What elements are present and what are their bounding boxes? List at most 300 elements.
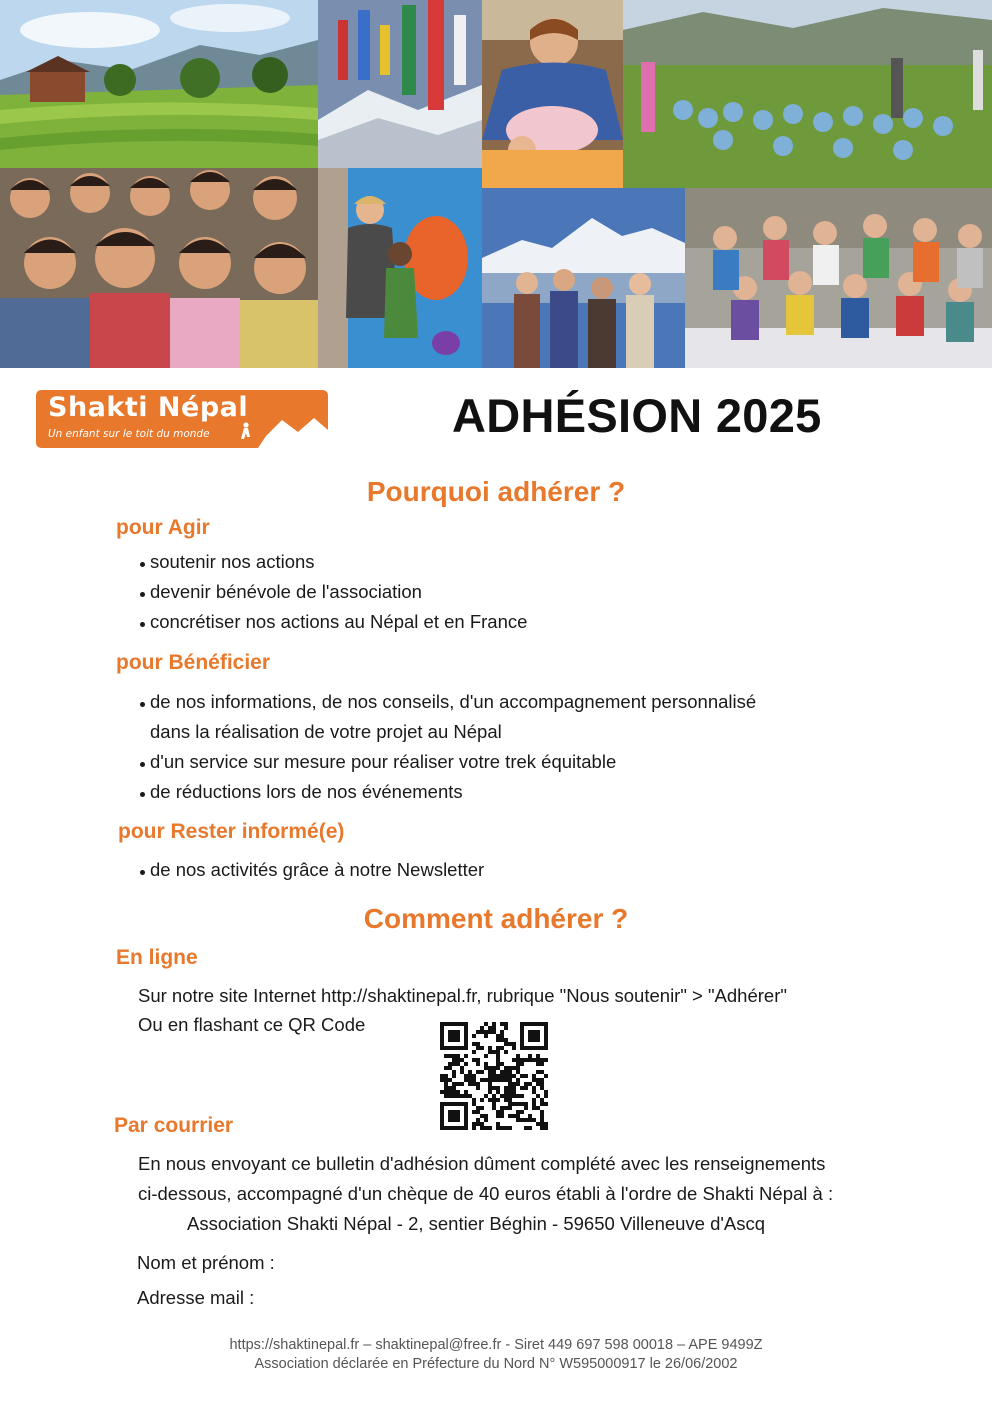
mail-heading: Par courrier	[114, 1114, 234, 1137]
qr-module	[512, 1066, 516, 1070]
qr-module	[480, 1046, 484, 1050]
qr-module	[476, 1046, 480, 1050]
qr-module	[512, 1082, 516, 1086]
qr-module	[488, 1098, 492, 1102]
qr-module	[544, 1038, 548, 1042]
bullet-icon	[140, 592, 145, 597]
qr-module	[444, 1086, 448, 1090]
qr-module	[516, 1082, 520, 1086]
qr-module	[444, 1022, 448, 1026]
qr-module	[500, 1038, 504, 1042]
qr-module	[540, 1046, 544, 1050]
qr-module	[532, 1090, 536, 1094]
qr-module	[500, 1022, 504, 1026]
qr-module	[504, 1078, 508, 1082]
qr-module	[528, 1126, 532, 1130]
group-heading-beneficier: pour Bénéficier	[116, 651, 271, 674]
qr-module	[500, 1034, 504, 1038]
qr-module	[520, 1062, 524, 1066]
qr-module	[456, 1126, 460, 1130]
qr-module	[540, 1126, 544, 1130]
qr-module	[540, 1070, 544, 1074]
qr-module	[456, 1058, 460, 1062]
qr-module	[476, 1082, 480, 1086]
qr-module	[532, 1022, 536, 1026]
qr-module	[452, 1082, 456, 1086]
qr-module	[488, 1026, 492, 1030]
qr-module	[452, 1074, 456, 1078]
qr-module	[460, 1070, 464, 1074]
qr-module	[520, 1110, 524, 1114]
qr-module	[460, 1022, 464, 1026]
qr-module	[544, 1026, 548, 1030]
qr-module	[480, 1126, 484, 1130]
qr-module	[456, 1110, 460, 1114]
qr-module	[496, 1058, 500, 1062]
list-item: soutenir nos actions	[150, 551, 315, 572]
qr-module	[520, 1094, 524, 1098]
qr-module	[504, 1026, 508, 1030]
bullet-icon	[140, 562, 145, 567]
qr-module	[488, 1082, 492, 1086]
qr-module	[492, 1066, 496, 1070]
qr-module	[452, 1094, 456, 1098]
qr-module	[452, 1062, 456, 1066]
qr-module	[496, 1074, 500, 1078]
online-text: Sur notre site Internet http://shaktinepal.fr, rubrique "Nous soutenir" > "Adhérer"	[138, 985, 787, 1006]
qr-module	[500, 1046, 504, 1050]
qr-module	[472, 1074, 476, 1078]
photo-nurse-baby	[482, 0, 623, 188]
qr-module	[460, 1066, 464, 1070]
qr-module	[536, 1078, 540, 1082]
qr-module	[476, 1086, 480, 1090]
qr-module	[512, 1090, 516, 1094]
qr-module	[448, 1114, 452, 1118]
qr-module	[456, 1062, 460, 1066]
qr-module	[456, 1114, 460, 1118]
qr-code[interactable]	[440, 1022, 548, 1130]
qr-module	[452, 1086, 456, 1090]
qr-module	[440, 1026, 444, 1030]
qr-module	[524, 1118, 528, 1122]
qr-module	[452, 1118, 456, 1122]
qr-module	[492, 1098, 496, 1102]
qr-module	[440, 1074, 444, 1078]
how-title: Comment adhérer ?	[363, 903, 629, 934]
qr-module	[536, 1106, 540, 1110]
qr-module	[444, 1046, 448, 1050]
qr-module	[496, 1054, 500, 1058]
list-item: de réductions lors de nos événements	[150, 781, 463, 802]
qr-module	[524, 1046, 528, 1050]
qr-module	[472, 1042, 476, 1046]
qr-module	[452, 1102, 456, 1106]
shakti-nepal-logo	[36, 390, 328, 448]
qr-text: Ou en flashant ce QR Code	[138, 1014, 366, 1035]
qr-module	[488, 1050, 492, 1054]
qr-module	[516, 1078, 520, 1082]
qr-module	[516, 1066, 520, 1070]
list-item: de nos activités grâce à notre Newsletter	[150, 859, 485, 880]
qr-module	[500, 1114, 504, 1118]
bullet-icon	[140, 870, 145, 875]
qr-module	[484, 1054, 488, 1058]
qr-module	[516, 1070, 520, 1074]
qr-module	[544, 1030, 548, 1034]
qr-module	[464, 1094, 468, 1098]
qr-module	[472, 1098, 476, 1102]
qr-module	[500, 1094, 504, 1098]
qr-module	[492, 1078, 496, 1082]
qr-module	[440, 1038, 444, 1042]
qr-module	[464, 1114, 468, 1118]
qr-module	[520, 1042, 524, 1046]
qr-module	[444, 1078, 448, 1082]
qr-module	[484, 1022, 488, 1026]
qr-module	[452, 1054, 456, 1058]
qr-module	[512, 1074, 516, 1078]
qr-module	[500, 1062, 504, 1066]
email-field-label: Adresse mail :	[137, 1287, 255, 1308]
qr-module	[496, 1038, 500, 1042]
qr-module	[488, 1086, 492, 1090]
qr-module	[440, 1030, 444, 1034]
qr-module	[540, 1114, 544, 1118]
qr-module	[496, 1110, 500, 1114]
qr-module	[504, 1074, 508, 1078]
qr-module	[476, 1118, 480, 1122]
qr-module	[496, 1066, 500, 1070]
qr-module	[536, 1094, 540, 1098]
qr-module	[508, 1094, 512, 1098]
qr-module	[524, 1058, 528, 1062]
qr-module	[520, 1058, 524, 1062]
qr-module	[544, 1122, 548, 1126]
qr-module	[504, 1066, 508, 1070]
qr-module	[508, 1106, 512, 1110]
qr-module	[528, 1046, 532, 1050]
qr-module	[484, 1078, 488, 1082]
qr-module	[452, 1046, 456, 1050]
qr-module	[524, 1106, 528, 1110]
qr-module	[488, 1046, 492, 1050]
qr-module	[484, 1030, 488, 1034]
qr-module	[484, 1114, 488, 1118]
qr-module	[440, 1042, 444, 1046]
online-heading: En ligne	[116, 946, 198, 969]
qr-module	[460, 1082, 464, 1086]
qr-module	[480, 1098, 484, 1102]
qr-module	[452, 1022, 456, 1026]
qr-module	[496, 1034, 500, 1038]
qr-module	[544, 1094, 548, 1098]
qr-module	[444, 1094, 448, 1098]
qr-module	[452, 1126, 456, 1130]
qr-module	[536, 1070, 540, 1074]
qr-module	[456, 1118, 460, 1122]
qr-module	[456, 1090, 460, 1094]
qr-module	[516, 1058, 520, 1062]
qr-module	[468, 1070, 472, 1074]
qr-module	[540, 1082, 544, 1086]
mail-text-1: En nous envoyant ce bulletin d'adhésion dûment complété avec les renseignements	[138, 1153, 826, 1174]
qr-module	[496, 1046, 500, 1050]
qr-module	[480, 1030, 484, 1034]
qr-module	[440, 1110, 444, 1114]
qr-module	[524, 1082, 528, 1086]
qr-module	[516, 1110, 520, 1114]
qr-module	[440, 1102, 444, 1106]
page-title: ADHÉSION 2025	[452, 389, 822, 442]
qr-module	[452, 1038, 456, 1042]
qr-module	[508, 1078, 512, 1082]
qr-module	[520, 1022, 524, 1026]
group-heading-informe: pour Rester informé(e)	[118, 820, 345, 843]
qr-module	[532, 1102, 536, 1106]
qr-module	[536, 1038, 540, 1042]
qr-module	[440, 1022, 444, 1026]
qr-module	[492, 1026, 496, 1030]
qr-module	[488, 1074, 492, 1078]
qr-module	[440, 1126, 444, 1130]
mail-text-2: ci-dessous, accompagné d'un chèque de 40 euros établi à l'ordre de Shakti Népal à :	[138, 1183, 834, 1204]
qr-module	[460, 1058, 464, 1062]
qr-module	[532, 1098, 536, 1102]
qr-module	[476, 1062, 480, 1066]
qr-module	[544, 1034, 548, 1038]
qr-module	[488, 1126, 492, 1130]
qr-module	[484, 1118, 488, 1122]
qr-module	[476, 1070, 480, 1074]
qr-module	[500, 1078, 504, 1082]
name-field-label: Nom et prénom :	[137, 1252, 275, 1273]
qr-module	[516, 1114, 520, 1118]
qr-module	[464, 1034, 468, 1038]
qr-module	[448, 1126, 452, 1130]
qr-module	[512, 1114, 516, 1118]
qr-module	[528, 1034, 532, 1038]
qr-module	[512, 1102, 516, 1106]
qr-module	[464, 1022, 468, 1026]
qr-module	[496, 1090, 500, 1094]
qr-module	[544, 1090, 548, 1094]
qr-module	[448, 1054, 452, 1058]
qr-module	[540, 1022, 544, 1026]
qr-module	[476, 1058, 480, 1062]
qr-module	[528, 1058, 532, 1062]
qr-module	[440, 1034, 444, 1038]
qr-module	[536, 1030, 540, 1034]
qr-module	[540, 1102, 544, 1106]
qr-module	[512, 1094, 516, 1098]
qr-module	[536, 1046, 540, 1050]
qr-module	[508, 1090, 512, 1094]
qr-module	[488, 1078, 492, 1082]
qr-module	[544, 1022, 548, 1026]
qr-module	[540, 1062, 544, 1066]
qr-module	[444, 1074, 448, 1078]
qr-module	[464, 1046, 468, 1050]
qr-module	[496, 1122, 500, 1126]
qr-module	[448, 1078, 452, 1082]
qr-module	[492, 1094, 496, 1098]
qr-module	[468, 1094, 472, 1098]
qr-module	[492, 1070, 496, 1074]
qr-module	[532, 1038, 536, 1042]
bullet-icon	[140, 622, 145, 627]
qr-module	[520, 1086, 524, 1090]
photo-wall-painting	[318, 168, 482, 368]
qr-module	[444, 1126, 448, 1130]
qr-module	[448, 1094, 452, 1098]
qr-module	[528, 1082, 532, 1086]
qr-module	[464, 1042, 468, 1046]
qr-module	[472, 1058, 476, 1062]
qr-module	[512, 1058, 516, 1062]
bullet-icon	[140, 702, 145, 707]
qr-module	[504, 1094, 508, 1098]
photo-schoolchildren	[623, 0, 992, 188]
qr-module	[532, 1086, 536, 1090]
qr-module	[488, 1070, 492, 1074]
qr-module	[500, 1126, 504, 1130]
qr-module	[452, 1030, 456, 1034]
qr-module	[492, 1086, 496, 1090]
list-item: de nos informations, de nos conseils, d'un accompagnement personnalisé	[150, 691, 757, 712]
qr-code-icon[interactable]	[440, 1022, 548, 1130]
qr-module	[460, 1126, 464, 1130]
qr-module	[540, 1098, 544, 1102]
qr-module	[456, 1034, 460, 1038]
qr-module	[440, 1078, 444, 1082]
qr-module	[520, 1026, 524, 1030]
qr-module	[480, 1078, 484, 1082]
qr-module	[512, 1042, 516, 1046]
qr-module	[520, 1038, 524, 1042]
footer-registration: Association déclarée en Préfecture du Nord N° W595000917 le 26/06/2002	[254, 1356, 738, 1372]
qr-module	[536, 1082, 540, 1086]
qr-module	[440, 1114, 444, 1118]
qr-module	[496, 1114, 500, 1118]
qr-module	[464, 1090, 468, 1094]
qr-module	[508, 1082, 512, 1086]
qr-module	[520, 1074, 524, 1078]
qr-module	[508, 1114, 512, 1118]
qr-module	[520, 1118, 524, 1122]
qr-module	[492, 1050, 496, 1054]
qr-module	[476, 1106, 480, 1110]
qr-module	[528, 1022, 532, 1026]
qr-module	[456, 1046, 460, 1050]
qr-module	[468, 1078, 472, 1082]
qr-module	[452, 1110, 456, 1114]
qr-module	[496, 1062, 500, 1066]
footer-contact: https://shaktinepal.fr – shaktinepal@free.fr - Siret 449 697 598 00018 – APE 9499Z	[229, 1337, 763, 1353]
qr-module	[440, 1046, 444, 1050]
qr-module	[480, 1106, 484, 1110]
qr-module	[544, 1102, 548, 1106]
qr-module	[524, 1086, 528, 1090]
qr-module	[528, 1118, 532, 1122]
bullet-icon	[140, 792, 145, 797]
bullet-icon	[140, 762, 145, 767]
qr-module	[536, 1034, 540, 1038]
qr-module	[448, 1062, 452, 1066]
qr-module	[472, 1126, 476, 1130]
qr-module	[536, 1062, 540, 1066]
qr-module	[540, 1118, 544, 1122]
qr-module	[456, 1038, 460, 1042]
qr-module	[496, 1126, 500, 1130]
qr-module	[456, 1030, 460, 1034]
qr-module	[440, 1106, 444, 1110]
qr-module	[472, 1122, 476, 1126]
qr-module	[508, 1102, 512, 1106]
qr-module	[448, 1046, 452, 1050]
list-item: d'un service sur mesure pour réaliser votre trek équitable	[150, 751, 617, 772]
postal-address: Association Shakti Népal - 2, sentier Béghin - 59650 Villeneuve d'Ascq	[187, 1213, 766, 1234]
qr-module	[532, 1078, 536, 1082]
qr-module	[500, 1074, 504, 1078]
qr-module	[504, 1126, 508, 1130]
qr-module	[456, 1082, 460, 1086]
qr-module	[536, 1058, 540, 1062]
qr-module	[496, 1078, 500, 1082]
qr-module	[516, 1094, 520, 1098]
photo-prayer-flags	[318, 0, 482, 168]
qr-module	[484, 1094, 488, 1098]
qr-module	[504, 1042, 508, 1046]
qr-module	[508, 1074, 512, 1078]
qr-module	[440, 1122, 444, 1126]
qr-module	[508, 1086, 512, 1090]
qr-module	[468, 1074, 472, 1078]
qr-module	[472, 1102, 476, 1106]
qr-module	[544, 1126, 548, 1130]
qr-module	[520, 1102, 524, 1106]
qr-module	[452, 1114, 456, 1118]
qr-module	[456, 1054, 460, 1058]
qr-module	[492, 1074, 496, 1078]
qr-module	[448, 1090, 452, 1094]
qr-module	[484, 1062, 488, 1066]
qr-module	[496, 1086, 500, 1090]
qr-module	[492, 1106, 496, 1110]
qr-module	[448, 1102, 452, 1106]
qr-module	[480, 1114, 484, 1118]
qr-module	[452, 1058, 456, 1062]
qr-module	[464, 1026, 468, 1030]
qr-module	[464, 1102, 468, 1106]
qr-module	[504, 1098, 508, 1102]
qr-module	[532, 1046, 536, 1050]
qr-module	[504, 1022, 508, 1026]
qr-module	[516, 1054, 520, 1058]
qr-module	[532, 1106, 536, 1110]
photo-group-volunteers	[685, 188, 992, 368]
qr-module	[464, 1054, 468, 1058]
qr-module	[476, 1122, 480, 1126]
qr-module	[480, 1122, 484, 1126]
qr-module	[464, 1062, 468, 1066]
qr-module	[444, 1082, 448, 1086]
qr-module	[508, 1066, 512, 1070]
qr-module	[456, 1094, 460, 1098]
qr-module	[448, 1086, 452, 1090]
qr-module	[472, 1034, 476, 1038]
qr-module	[500, 1030, 504, 1034]
